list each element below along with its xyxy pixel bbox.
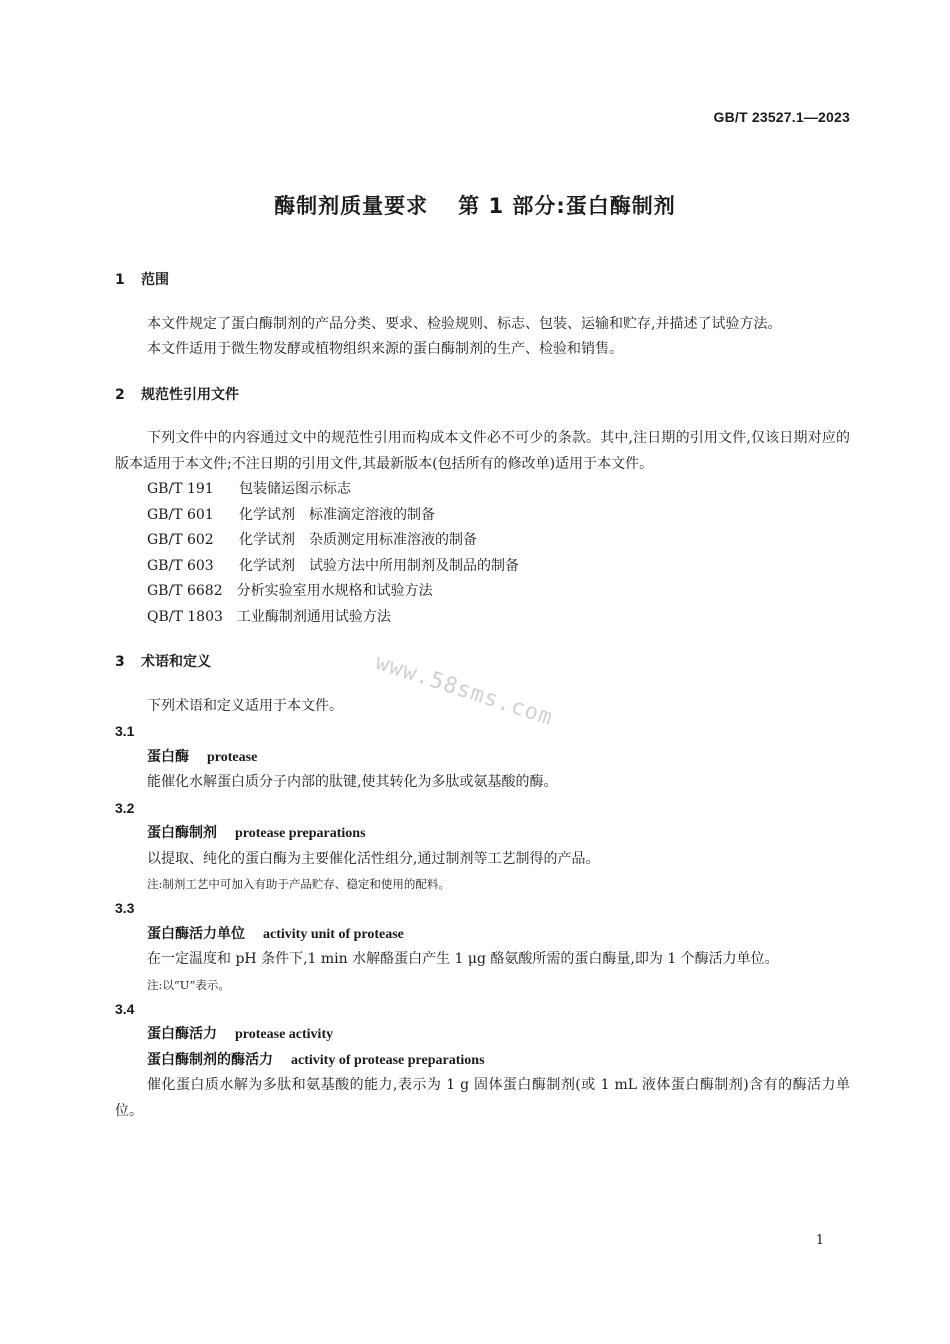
term-entry	[115, 821, 850, 847]
term-number: 3.4	[115, 1000, 135, 1017]
section-heading-terms	[115, 650, 850, 676]
reference-item	[115, 477, 850, 503]
term-number: 3.3	[115, 900, 135, 916]
paragraph: 下列文件中的内容通过文中的规范性引用而构成本文件必不可少的条款。其中,注日期的引用文件,仅该日期对应的版本适用于本文件;不注日期的引用文件,其最新版本(包括所有的修改单)适用于本文件。	[115, 430, 850, 472]
term-definition: 在一定温度和 pH 条件下,1 min 水解酪蛋白产生 1 μg 酪氨酸所需的蛋白酶量,即为 1 个酶活力单位。	[147, 951, 779, 967]
term-definition: 能催化水解蛋白质分子内部的肽键,使其转化为多肽或氨基酸的酶。	[147, 774, 558, 790]
term-entry-admitted	[115, 1048, 850, 1074]
term-zh: 蛋白酶	[147, 748, 189, 765]
reference-code: GB/T 191	[147, 481, 214, 497]
term-zh: 蛋白酶活力单位	[147, 925, 245, 942]
reference-code: GB/T 601	[147, 506, 214, 523]
reference-item	[115, 605, 850, 631]
reference-code: GB/T 6682	[147, 583, 223, 599]
section-number: 1	[115, 272, 125, 288]
section-title: 范围	[141, 272, 169, 288]
term-zh: 蛋白酶制剂的酶活力	[147, 1051, 273, 1068]
term-definition: 以提取、纯化的蛋白酶为主要催化活性组分,通过制剂等工艺制得的产品。	[147, 850, 600, 867]
section-title: 规范性引用文件	[141, 386, 239, 403]
term-number: 3.2	[115, 799, 135, 816]
reference-title: 工业酶制剂通用试验方法	[236, 608, 391, 625]
term-note: 注:以“U”表示。	[147, 977, 230, 992]
term-definition: 催化蛋白质水解为多肽和氨基酸的能力,表示为 1 g 固体蛋白酶制剂(或 1 mL 液体蛋白酶制剂)含有的酶活力单位。	[115, 1077, 850, 1119]
reference-item	[115, 503, 850, 529]
term-en: protease activity	[235, 1027, 334, 1042]
reference-code: GB/T 602	[147, 532, 214, 548]
term-zh: 蛋白酶活力	[147, 1026, 217, 1042]
standard-number: GB/T 23527.1—2023	[713, 109, 850, 125]
reference-item	[115, 528, 850, 554]
title-part-b: 第 1 部分:蛋白酶制剂	[458, 194, 676, 218]
section-title: 术语和定义	[141, 654, 211, 670]
paragraph: 下列术语和定义适用于本文件。	[147, 697, 343, 714]
reference-title: 分析实验室用水规格和试验方法	[236, 583, 433, 599]
section-number: 3	[115, 654, 125, 670]
term-zh: 蛋白酶制剂	[147, 825, 217, 841]
section-heading-scope	[115, 268, 850, 294]
term-note: 注:制剂工艺中可加入有助于产品贮存、稳定和使用的配料。	[147, 877, 450, 891]
term-en: activity of protease preparations	[291, 1052, 485, 1068]
reference-code: GB/T 603	[147, 557, 214, 574]
term-entry	[115, 922, 850, 948]
term-en: protease preparations	[235, 826, 366, 841]
term-entry	[115, 745, 850, 771]
document-title	[0, 190, 950, 220]
page-number: 1	[815, 1233, 824, 1248]
reference-title: 包装储运图示标志	[239, 481, 351, 497]
reference-item	[115, 579, 850, 605]
reference-title: 化学试剂 杂质测定用标准溶液的制备	[239, 532, 477, 548]
section-heading-references	[115, 383, 850, 409]
term-en: activity unit of protease	[263, 926, 404, 942]
reference-item	[115, 554, 850, 580]
term-number: 3.1	[115, 723, 135, 739]
reference-title: 化学试剂 标准滴定溶液的制备	[239, 506, 435, 523]
term-entry	[115, 1022, 850, 1048]
watermark: www.58sms.com	[372, 650, 557, 732]
reference-title: 化学试剂 试验方法中所用制剂及制品的制备	[239, 557, 519, 574]
section-number: 2	[115, 386, 125, 403]
title-part-a: 酶制剂质量要求	[274, 194, 429, 218]
reference-code: QB/T 1803	[147, 608, 223, 625]
paragraph: 本文件规定了蛋白酶制剂的产品分类、要求、检验规则、标志、包装、运输和贮存,并描述了试验方法。	[147, 315, 782, 332]
term-en: protease	[207, 749, 258, 765]
paragraph: 本文件适用于微生物发酵或植物组织来源的蛋白酶制剂的生产、检验和销售。	[147, 341, 623, 357]
